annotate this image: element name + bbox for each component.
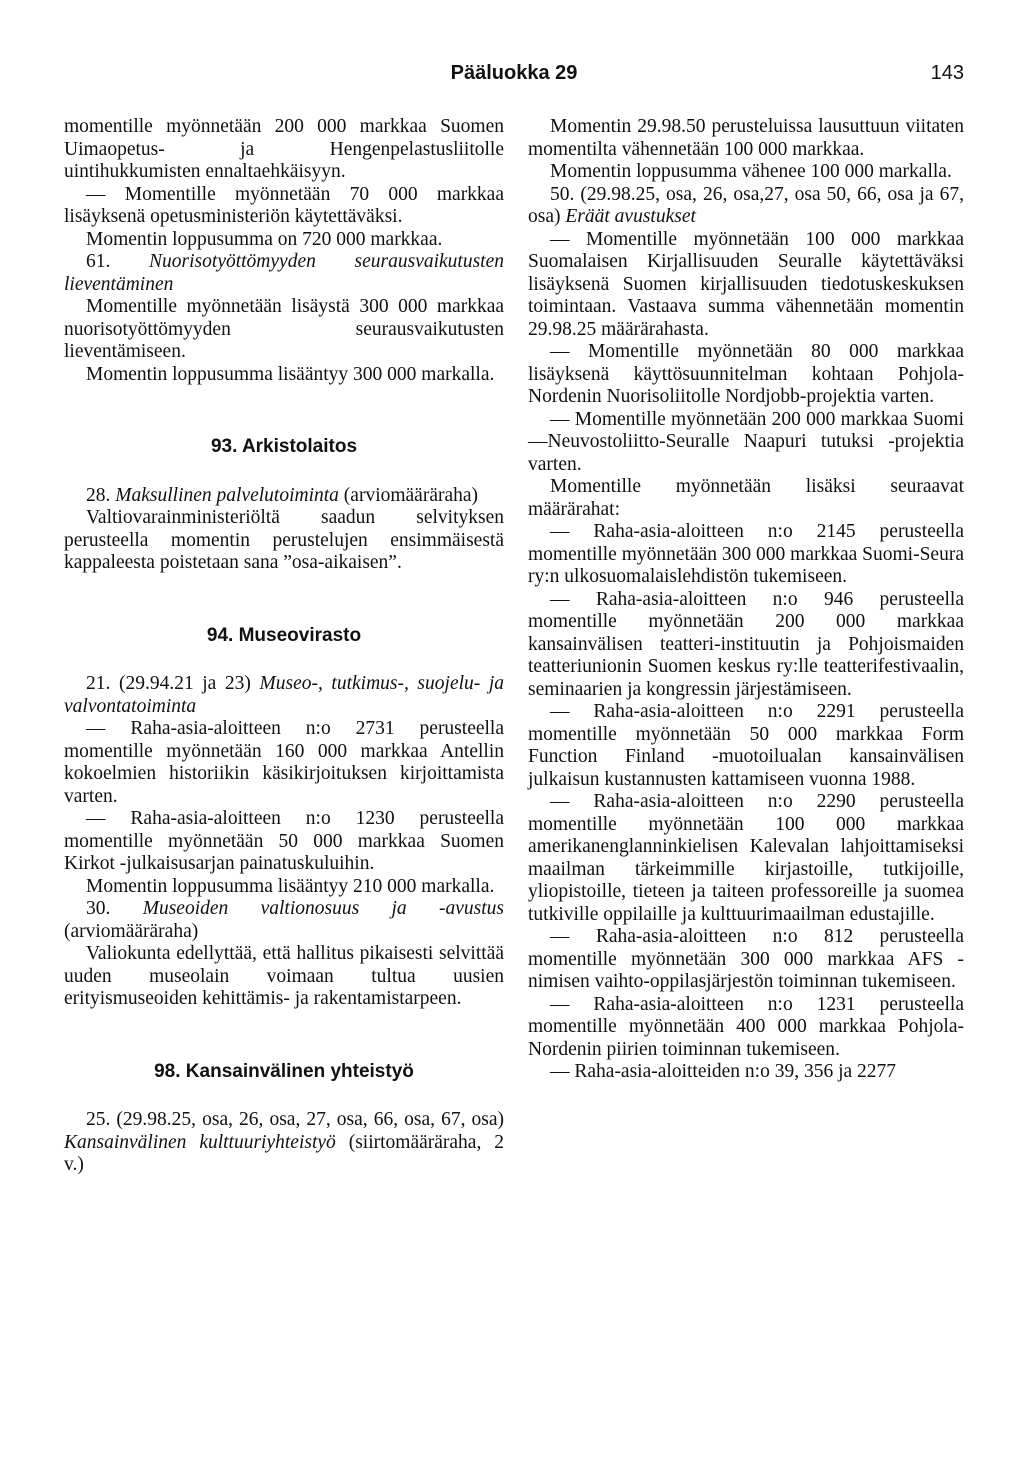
page-number: 143 bbox=[930, 62, 964, 84]
item-number: 30. bbox=[86, 898, 111, 919]
item-title: Museo-, tutkimus-, suojelu- ja valvontatoiminta bbox=[64, 673, 504, 717]
paragraph: Momentin loppusumma lisääntyy 300 000 markalla. bbox=[86, 363, 495, 385]
right-column bbox=[528, 116, 964, 1084]
paragraph: — Raha-asia-aloitteiden n:o 39, 356 ja 2277 bbox=[550, 1061, 897, 1082]
subsection-title bbox=[64, 251, 504, 296]
subsection-title bbox=[64, 673, 504, 718]
paragraph: — Raha-asia-aloitteen n:o 2731 perusteella momentille myönnetään 160 000 markkaa Antellin kokoelmien historiikin käsikirjoituksen kirjoittamista varten. bbox=[64, 718, 504, 807]
item-title: Eräät avustukset bbox=[565, 206, 696, 227]
page-header bbox=[64, 60, 964, 90]
paragraph: — Raha-asia-aloitteen n:o 2291 perusteella momentille myönnetään 50 000 markkaa Form Function Finland -muotoilualan kansainvälisen julkaisun kustannusten kattamiseen vuonna 1988. bbox=[528, 701, 964, 790]
subsection-title bbox=[528, 184, 964, 229]
left-column bbox=[64, 116, 504, 1177]
subsection-title bbox=[64, 485, 504, 508]
section-heading: 98. Kansainvälinen yhteistyö bbox=[154, 1060, 414, 1082]
paragraph: — Raha-asia-aloitteen n:o 1230 perusteella momentille myönnetään 50 000 markkaa Suomen Kirkot -julkaisusarjan painatuskuluihin. bbox=[64, 808, 504, 874]
subsection-title bbox=[64, 1109, 504, 1177]
item-number: 50. (29.98.25, osa, 26, osa,27, osa 50, 66, osa ja 67, osa) bbox=[528, 183, 964, 227]
paragraph: — Raha-asia-aloitteen n:o 2145 perusteella momentille myönnetään 300 000 markkaa Suomi-Seura ry:n ulkosuomalaislehdistön tukemiseen. bbox=[528, 521, 964, 587]
item-number: 25. (29.98.25, osa, 26, osa, 27, osa, 66, osa, 67, osa) bbox=[86, 1109, 504, 1130]
paragraph: Momentin loppusumma vähenee 100 000 markalla. bbox=[550, 161, 952, 182]
paragraph: — Raha-asia-aloitteen n:o 2290 perusteella momentille myönnetään 100 000 markkaa amerikanenglanninkielisen Kalevalan lahjoittamiseksi maailman tärkeimmille kirjastoille, tutkijoille, yliopistoille, tieteen ja taiteen professoreille ja suomea tutkiville oppilaille ja kulttuurimaailman edustajille. bbox=[528, 791, 964, 925]
section-heading: 93. Arkistolaitos bbox=[210, 436, 358, 457]
item-title: Nuorisotyöttömyyden seurausvaikutusten lieventäminen bbox=[64, 251, 504, 295]
paragraph: Momentin loppusumma lisääntyy 210 000 markalla. bbox=[86, 875, 495, 897]
paragraph: — Momentille myönnetään 80 000 markkaa lisäyksenä käyttösuunnitelman kohtaan Pohjola-Nordenin Nuorisoliitolle Nordjobb-projektia varten. bbox=[528, 341, 964, 407]
paragraph: — Raha-asia-aloitteen n:o 812 perusteella momentille myönnetään 300 000 markkaa AFS -nimisen vaihto-oppilasjärjestön toiminnan tukemiseen. bbox=[528, 926, 964, 992]
subsection-title bbox=[64, 898, 504, 943]
paragraph: Momentin loppusumma on 720 000 markkaa. bbox=[86, 228, 443, 250]
paragraph: — Raha-asia-aloitteen n:o 1231 perusteella momentille myönnetään 400 000 markkaa Pohjola-Nordenin piirien toiminnan tukemiseen. bbox=[528, 993, 964, 1060]
paragraph: momentille myönnetään 200 000 markkaa Suomen Uimaopetus- ja Hengenpelastusliitolle uintihukkumisten ennaltaehkäisyyn. bbox=[64, 116, 504, 182]
item-note: (arviomääräraha) bbox=[64, 920, 199, 942]
paragraph: — Momentille myönnetään 200 000 markkaa Suomi—Neuvostoliitto-Seuralle Naapuri tutuksi -projektia varten. bbox=[528, 408, 964, 475]
item-number: 28. bbox=[86, 484, 111, 506]
item-number: 21. (29.94.21 ja 23) bbox=[86, 673, 251, 694]
paragraph: Valtiovarainministeriöltä saadun selvityksen perusteella momentin perustelujen ensimmäisestä kappaleesta poistetaan sana ”osa-aikaisen”. bbox=[64, 507, 504, 573]
running-title: Pääluokka 29 bbox=[450, 62, 578, 84]
paragraph: Momentille myönnetään lisäksi seuraavat määrärahat: bbox=[528, 476, 964, 520]
section-heading: 94. Museovirasto bbox=[206, 624, 362, 646]
item-title: Museoiden valtionosuus ja -avustus bbox=[142, 898, 504, 919]
paragraph: Momentille myönnetään lisäystä 300 000 markkaa nuorisotyöttömyyden seurausvaikutusten lieventämiseen. bbox=[64, 296, 504, 362]
paragraph: Valiokunta edellyttää, että hallitus pikaisesti selvittää uuden museolain voimaan tultua uusien erityismuseoiden kehittämis- ja rakentamistarpeen. bbox=[64, 943, 504, 1009]
paragraph: — Momentille myönnetään 70 000 markkaa lisäyksenä opetusministeriön käytettäväksi. bbox=[64, 183, 504, 227]
item-note: (arviomääräraha) bbox=[343, 484, 479, 506]
paragraph: — Momentille myönnetään 100 000 markkaa Suomalaisen Kirjallisuuden Seuralle käytettäväksi lisäyksenä Suomen kirjallisuuden tiedotuskeskuksen toimintaan. Vastaava summa vähennetään momentin 29.98.25 määrärahasta. bbox=[528, 228, 964, 340]
paragraph: Momentin 29.98.50 perusteluissa lausuttuun viitaten momentilta vähennetään 100 000 markkaa. bbox=[528, 116, 964, 160]
paragraph: — Raha-asia-aloitteen n:o 946 perusteella momentille myönnetään 200 000 markkaa kansainvälisen teatteri-instituutin ja Pohjoismaiden teatteriunionin Suomen keskus ry:lle teatterifestivaalin, seminaarien ja kongressin järjestämiseen. bbox=[528, 588, 964, 700]
item-note: (siirtomääräraha, 2 v.) bbox=[64, 1131, 504, 1175]
item-title: Maksullinen palvelutoiminta bbox=[115, 484, 339, 506]
item-title: Kansainvälinen kulttuuriyhteistyö bbox=[64, 1131, 336, 1153]
item-number: 61. bbox=[86, 251, 111, 272]
